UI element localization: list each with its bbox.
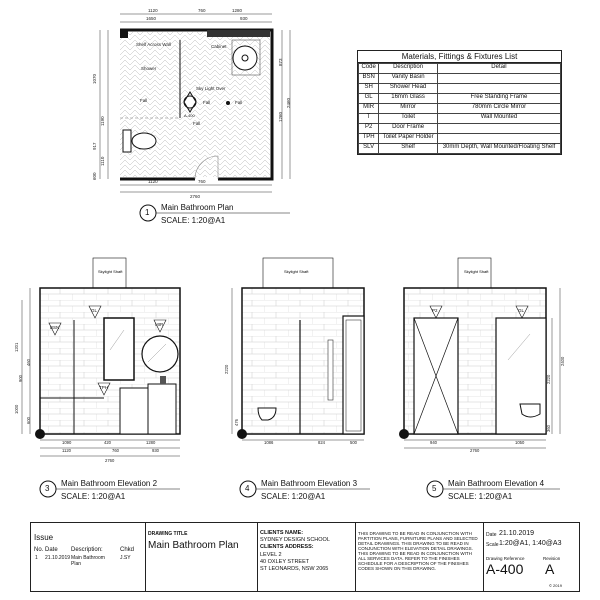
plan-number: 1 xyxy=(145,208,150,217)
plan-toilet-bowl xyxy=(132,133,156,149)
elevation-2 xyxy=(14,258,180,497)
table-row xyxy=(359,134,561,144)
material-description: Toilet xyxy=(379,114,438,124)
elev2-dim-1: 1090 xyxy=(62,440,72,445)
plan-label-fall-1: Fall xyxy=(140,98,148,103)
materials-header-row xyxy=(359,64,561,74)
issue-col-date: Date xyxy=(45,547,58,553)
elev3-dim-left-1: 2220 xyxy=(224,364,229,374)
material-detail: Free Standing Frame xyxy=(437,94,560,104)
materials-header-detail: Detail xyxy=(437,64,560,74)
plan-label-cabinet: Cabinet xyxy=(211,44,227,49)
plan-cabinet-wall xyxy=(207,30,270,37)
plan-dim-top-5: 930 xyxy=(240,16,248,21)
materials-header-description: Description xyxy=(379,64,438,74)
elev2-dim-3: 420 xyxy=(104,440,111,445)
material-description: Shelf xyxy=(379,144,438,154)
date-label: Date xyxy=(486,532,497,538)
elev2-shaft-label: Skylight Shaft xyxy=(98,269,123,274)
elev2-tap xyxy=(160,376,166,384)
plan-dim-bottom-1: 1120 xyxy=(148,179,158,184)
material-description: Mirror xyxy=(379,104,438,114)
table-row xyxy=(359,114,561,124)
plan-dim-right-3: 2460 xyxy=(286,97,291,108)
material-code: TPH xyxy=(359,134,379,144)
client-panel xyxy=(257,523,356,591)
issue-row-no: 1 xyxy=(35,555,38,561)
material-code: SH xyxy=(359,84,379,94)
materials-table xyxy=(358,63,561,154)
elev2-tag-gl-text: GL xyxy=(91,308,98,313)
elev2-title: Main Bathroom Elevation 2 xyxy=(61,479,158,488)
issue-row-chkd: J.SY xyxy=(120,555,131,561)
material-code: MIR xyxy=(359,104,379,114)
elev2-tag-mir-text: MIR xyxy=(155,322,164,327)
elev2-scale: SCALE: 1:20@A1 xyxy=(61,492,126,501)
client-address-3: ST LEONARDS, NSW 2065 xyxy=(260,566,329,572)
material-code: T xyxy=(359,114,379,124)
date-value: 21.10.2019 xyxy=(499,530,535,537)
drawing-title-label: DRAWING TITLE xyxy=(148,531,188,537)
plan-label-fall-4: Fall xyxy=(193,121,201,126)
notes-panel xyxy=(355,523,484,591)
material-detail xyxy=(437,124,560,134)
client-name-label: CLIENTS NAME: xyxy=(260,530,304,536)
bathroom-plan xyxy=(92,8,291,221)
elev3-datum xyxy=(237,429,247,439)
elevation-4 xyxy=(399,258,565,497)
plan-dim-left-2: 1190 xyxy=(100,116,105,126)
elev4-tag-gl-text: GL xyxy=(518,308,525,313)
plan-label-skylight: Sky Light Over xyxy=(196,86,226,91)
plan-dim-bottom-2: 760 xyxy=(198,179,206,184)
elev2-dim-2: 1120 xyxy=(62,448,72,453)
elev3-shaft-label: Skylight Shaft xyxy=(284,269,309,274)
issue-row-date: 21.10.2019 xyxy=(45,555,71,561)
reference-panel xyxy=(483,523,579,591)
issue-col-desc: Description: xyxy=(71,547,103,553)
table-row xyxy=(359,104,561,114)
plan-label-shelf: Shelf Across Wall xyxy=(136,42,171,47)
elev3-title: Main Bathroom Elevation 3 xyxy=(261,479,358,488)
elev4-datum xyxy=(399,429,409,439)
elev3-dim-2: 824 xyxy=(318,440,325,445)
material-description: 16mm Glass xyxy=(379,94,438,104)
elev2-tag-tph-text: TPH xyxy=(99,385,108,390)
material-code: P2 xyxy=(359,124,379,134)
plan-dim-top-4: 1650 xyxy=(146,16,157,21)
material-code: BSN xyxy=(359,74,379,84)
plan-label-a400: A-400 xyxy=(184,113,195,118)
elev2-dim-5: 1280 xyxy=(146,440,156,445)
plan-dim-left-5: 600 xyxy=(92,172,97,180)
elev4-dim-left-3: 360 xyxy=(546,425,551,432)
materials-list xyxy=(357,50,562,155)
plan-corner xyxy=(120,30,128,38)
material-detail xyxy=(437,84,560,94)
elev2-dim-left-3: 900 xyxy=(18,375,23,382)
plan-label-shower: Shower xyxy=(141,66,157,71)
elev4-glass-panel xyxy=(496,318,546,434)
copyright: © 2019 xyxy=(549,583,562,588)
elev4-dim-1: 940 xyxy=(430,440,437,445)
elev4-toilet xyxy=(520,404,540,417)
plan-title: Main Bathroom Plan xyxy=(161,203,234,212)
elev4-number: 5 xyxy=(432,484,437,493)
elev2-number: 3 xyxy=(45,484,50,493)
elev2-datum xyxy=(35,429,45,439)
elev4-shaft-label: Skylight Shaft xyxy=(464,269,489,274)
elev2-mirror-cabinet xyxy=(104,318,134,380)
elev2-dim-4: 760 xyxy=(112,448,119,453)
plan-dim-left-4: 917 xyxy=(92,142,97,150)
material-description: Toilet Paper Holder xyxy=(379,134,438,144)
material-detail xyxy=(437,134,560,144)
elev2-cabinet xyxy=(148,384,176,434)
client-address-1: LEVEL 2 xyxy=(260,552,282,558)
revision: A xyxy=(545,561,555,577)
plan-dim-left-3: 1110 xyxy=(100,156,105,166)
table-row xyxy=(359,74,561,84)
material-detail: Wall Mounted xyxy=(437,114,560,124)
issue-panel xyxy=(31,523,146,591)
material-detail: 30mm Depth, Wall Mounted/Floating Shelf xyxy=(437,144,560,154)
issue-col-chkd: Chkd xyxy=(120,547,135,553)
client-address-2: 40 OXLEY STREET xyxy=(260,559,310,565)
issue-row-desc: Main Bathroom Plan xyxy=(71,555,105,567)
material-code: SLV xyxy=(359,144,379,154)
plan-dim-left-1: 1070 xyxy=(92,73,97,84)
elev2-dim-left-2: 460 xyxy=(26,359,31,366)
drawing-ref-label: Drawing Reference xyxy=(486,556,525,561)
elev3-number: 4 xyxy=(245,484,250,493)
drawing-title-panel xyxy=(145,523,258,591)
material-detail xyxy=(437,74,560,84)
plan-dim-right-1: 873 xyxy=(278,58,283,66)
table-row xyxy=(359,124,561,134)
elev2-round-mirror xyxy=(142,336,178,372)
elev4-dim-3: 2760 xyxy=(470,448,480,453)
elev4-scale: SCALE: 1:20@A1 xyxy=(448,492,513,501)
plan-skylight-marker xyxy=(184,96,196,108)
plan-label-fall-3: Fall xyxy=(235,100,243,105)
elevation-3 xyxy=(224,258,370,497)
plan-dim-top-3: 1280 xyxy=(232,8,243,13)
elev3-dim-left-2: 476 xyxy=(234,419,239,426)
plan-dim-top-2: 760 xyxy=(198,8,206,13)
elev4-tag-p2-text: P2 xyxy=(432,308,438,313)
drawing-ref: A-400 xyxy=(486,561,524,577)
elev2-dim-left-5: 600 xyxy=(26,417,31,424)
table-row xyxy=(359,144,561,154)
plan-label-fall-2: Fall xyxy=(203,100,211,105)
table-row xyxy=(359,84,561,94)
plan-scale: SCALE: 1:20@A1 xyxy=(161,216,226,225)
material-description: Door Frame xyxy=(379,124,438,134)
plan-toilet-cistern xyxy=(123,130,131,152)
title-block xyxy=(30,522,580,592)
drawing-title: Main Bathroom Plan xyxy=(148,540,239,551)
elev2-dim-left-1: 1201 xyxy=(14,342,19,352)
elev2-dim-6: 930 xyxy=(152,448,159,453)
issue-heading: Issue xyxy=(34,533,54,542)
elev4-dim-left-1: 2220 xyxy=(546,374,551,384)
elev2-tag-bsn-text: BSN xyxy=(50,325,60,330)
elev4-title: Main Bathroom Elevation 4 xyxy=(448,479,545,488)
elev3-dim-3: 500 xyxy=(350,440,357,445)
elev2-dim-7: 2760 xyxy=(105,458,115,463)
elev3-dim-1: 1086 xyxy=(264,440,274,445)
plan-dim-right-2: 1260 xyxy=(278,111,283,122)
elev3-shelf xyxy=(328,340,333,400)
plan-basin xyxy=(233,46,257,70)
issue-col-no: No. xyxy=(34,547,44,553)
plan-dim-bottom-3: 2760 xyxy=(190,194,201,199)
scale-label: Scale xyxy=(486,542,499,548)
elev2-dim-left-4: 1000 xyxy=(14,404,19,414)
client-name: SYDNEY DESIGN SCHOOL xyxy=(260,537,330,543)
materials-title: Materials, Fittings & Fixtures List xyxy=(358,51,561,63)
plan-dim-top-1: 1120 xyxy=(148,8,158,13)
elev3-scale: SCALE: 1:20@A1 xyxy=(261,492,326,501)
material-description: Shower Head xyxy=(379,84,438,94)
elev4-dim-2: 1050 xyxy=(515,440,525,445)
material-description: Vanity Basin xyxy=(379,74,438,84)
revision-label: Revision xyxy=(543,556,561,561)
scale-value: 1:20@A1, 1:40@A3 xyxy=(499,540,562,547)
client-address-label: CLIENTS ADDRESS: xyxy=(260,544,314,550)
table-row xyxy=(359,94,561,104)
elev2-vanity xyxy=(120,388,148,434)
materials-header-code: Code xyxy=(359,64,379,74)
drawing-notes: THIS DRAWING TO BE READ IN CONJUNCTION WITH PARTITION PLANS, FURNITURE PLANS AND SELECTED DETAIL DRAWINGS. THIS DRAWING TO BE READ IN CONJUNCTION WITH ELEVATION DETAIL DRAWINGS. THIS DRAWING TO BE READ IN CONJUNCTION WITH ALL SERVICES DATA. REFER TO THE FINISHES SCHEDULE FOR A DESCRIPTION OF THE FINISHES CODES SHOWN ON THIS DRAWING. xyxy=(358,531,478,571)
material-code: GL xyxy=(359,94,379,104)
material-detail: 780mm Circle Mirror xyxy=(437,104,560,114)
elev4-dim-left-2: 2400 xyxy=(560,356,565,366)
plan-drain xyxy=(226,101,230,105)
